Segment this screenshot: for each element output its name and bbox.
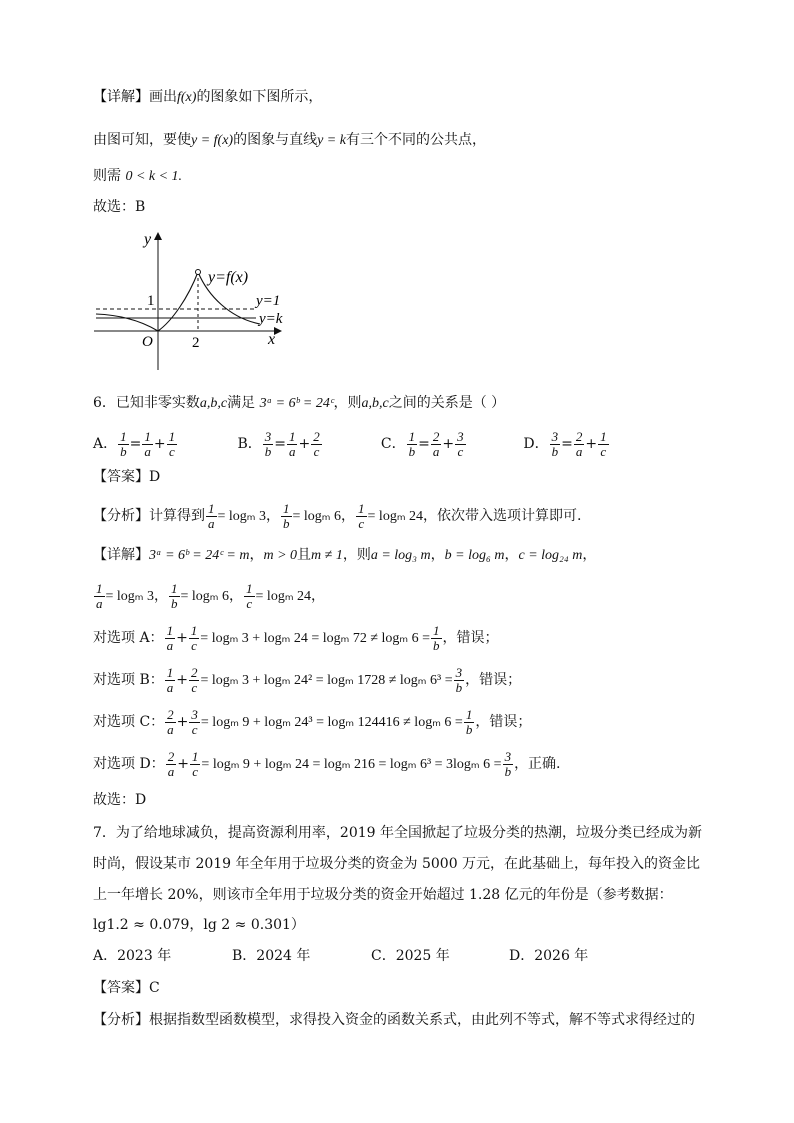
expr: = logₘ 6 [180, 589, 230, 604]
tick-1: 1 [147, 293, 155, 309]
q7-option-c[interactable]: C．2025 年 [371, 948, 450, 964]
option-label: C． [380, 436, 406, 452]
detail-text: 的图象如下图所示， [196, 89, 323, 105]
text: ，则 [333, 395, 362, 411]
curve-left [96, 314, 158, 331]
text: 6．已知非零实数 [93, 395, 200, 411]
expr: m ≠ 1 [311, 548, 343, 563]
text: ，错误； [442, 630, 499, 646]
expr: = logₘ 3 + logₘ 24 = logₘ 72 ≠ logₘ 6 = [200, 631, 431, 646]
expr: = logₘ 3 + logₘ 24² = logₘ 1728 ≠ logₘ 6³ = [200, 673, 453, 688]
q6-option-d[interactable]: D． $\frac{3}{b}$ = $\frac{2}{a}$ + $\frac{1}{c}$ [523, 428, 607, 459]
answer-tag: 【答案】 [93, 980, 149, 996]
expr: 3ᵃ = 6ᵇ = 24ᶜ = m [149, 548, 250, 563]
expr: y = k [317, 133, 346, 148]
num: 1 [600, 428, 607, 444]
text: 则需 [93, 168, 121, 184]
expr: = logₘ 6 [292, 509, 342, 524]
detail-tag: 【详解】 [93, 89, 149, 105]
q6-option-a[interactable]: A． $\frac{1}{b}$ = $\frac{1}{a}$ + $\frac{1}{c}$ [93, 428, 176, 459]
num: 3 [457, 428, 464, 444]
text: ，则 [342, 547, 371, 563]
den: b [264, 443, 272, 459]
text: 由图可知，要使 [93, 132, 191, 148]
analysis-tag: 【分析】 [93, 508, 149, 524]
den: b [120, 443, 127, 459]
q7-option-d[interactable]: D．2026 年 [509, 948, 589, 964]
num: 1 [168, 428, 176, 444]
analysis-tag: 【分析】 [93, 1012, 149, 1028]
expr: a,b,c [199, 396, 228, 411]
peak-point [196, 270, 201, 275]
text: 有三个不同的公共点， [345, 132, 486, 148]
q6-stem [93, 393, 505, 414]
answer-value: C [149, 980, 160, 996]
expr: = logₘ 24 [255, 589, 312, 604]
option-label: D． [523, 436, 549, 452]
expr: = logₘ 9 + logₘ 24 = logₘ 216 = logₘ 6³ = 3logₘ 6 = [201, 757, 502, 772]
q6-analysis: 【分析】计算得到 $\frac{1}{a}$ = logₘ 3， $\frac{1}{b}$ = logₘ 6， $\frac{1}{c}$ = logₘ 24，依次带入选项计算即可. [93, 500, 582, 531]
origin-label: O [142, 334, 153, 350]
den: a [432, 443, 440, 459]
den: c [168, 443, 175, 459]
line1-label: y=1 [256, 293, 281, 309]
q6-check-d: 对选项 D： $\frac{2}{a}$ + $\frac{1}{c}$ = logₘ 9 + logₘ 24 = logₘ 216 = logₘ 6³ = 3logₘ 6 = $\frac{3}{b}$ ，正确. [93, 748, 561, 779]
num: 2 [575, 428, 583, 444]
detail-tag: 【详解】 [93, 547, 149, 563]
text: 根据指数型函数模型，求得投入资金的函数关系式，由此列不等式，解不等式求得经过的 [149, 1012, 695, 1028]
text: ，依次带入选项计算即可. [423, 508, 582, 524]
expr: 3ᵃ = 6ᵇ = 24ᶜ [259, 396, 334, 411]
expr: a = log₃ m [370, 548, 431, 563]
expr: = logₘ 9 + logₘ 24³ = logₘ 124416 ≠ logₘ 6 = [200, 715, 463, 730]
num: 1 [288, 428, 296, 444]
expr: 0 < k < 1. [125, 169, 183, 184]
den: b [408, 443, 416, 459]
y-axis-label: y [144, 231, 152, 248]
fx-expr: f(x) [177, 90, 197, 105]
num: 3 [551, 428, 559, 444]
q6-option-c[interactable]: C． $\frac{1}{b}$ = $\frac{2}{a}$ + $\frac{3}{c}$ [380, 428, 464, 459]
den: b [551, 443, 559, 459]
q6-option-b[interactable]: B． $\frac{3}{b}$ = $\frac{1}{a}$ + $\frac{2}{c}$ [237, 428, 320, 459]
q6-answer-line: 故选：D [93, 792, 147, 808]
text: 且 [297, 547, 312, 563]
curve-mid [158, 272, 198, 331]
x-axis-label: x [268, 331, 276, 348]
text: ，错误； [475, 714, 532, 730]
q7-ref: lg1.2 ≈ 0.079，lg 2 ≈ 0.301） [93, 917, 305, 933]
explanation-line [93, 130, 486, 151]
expr: = logₘ 24 [367, 509, 424, 524]
q7-analysis [93, 1010, 695, 1030]
q6-check-a: 对选项 A： $\frac{1}{a}$ + $\frac{1}{c}$ = logₘ 3 + logₘ 24 = logₘ 72 ≠ logₘ 6 = $\frac{1}{b}$ ，错误； [93, 622, 499, 653]
expr: b = log₆ m [444, 548, 505, 563]
num: 2 [432, 428, 440, 444]
expr: m > 0 [263, 548, 298, 563]
answer-tag: 【答案】 [93, 469, 149, 485]
expr: y = f(x) [191, 133, 234, 148]
q6-check-b: 对选项 B： $\frac{1}{a}$ + $\frac{2}{c}$ = logₘ 3 + logₘ 24² = logₘ 1728 ≠ logₘ 6³ = $\frac{3}{b}$ ，错误； [93, 664, 522, 695]
num: 1 [408, 428, 416, 444]
den: a [288, 443, 296, 459]
function-graph [90, 228, 300, 373]
den: c [313, 443, 320, 459]
check-label: 对选项 B： [93, 672, 164, 688]
condition-line [93, 166, 182, 187]
den: a [575, 443, 583, 459]
num: 3 [264, 428, 272, 444]
den: a [144, 443, 151, 459]
q7-option-b[interactable]: B．2024 年 [232, 948, 311, 964]
q7-stem: 7．为了给地球减负，提高资源利用率，2019 年全国掀起了垃圾分类的热潮，垃圾分类已经成为新时尚，假设某市 2019 年全年用于垃圾分类的资金为 5000 万元，在此基础上，每年投入的资金比上一年增长 20%，则该市全年用于垃圾分类的资金开始超过 1.28 亿元的年份是（参考数据： [93, 825, 702, 903]
num: 1 [120, 428, 127, 444]
q7-options [93, 946, 588, 966]
detail-line [93, 87, 322, 108]
check-label: 对选项 D： [93, 756, 165, 772]
den: c [457, 443, 464, 459]
option-label: A． [93, 436, 118, 452]
text: ，正确. [514, 756, 561, 772]
text: ， [249, 547, 264, 563]
expr: = logₘ 3 [217, 509, 267, 524]
check-label: 对选项 C： [93, 714, 165, 730]
detail-text: 画出 [149, 89, 177, 105]
linek-label: y=k [259, 311, 283, 327]
q6-answer [93, 467, 160, 487]
text: 满足 [227, 395, 256, 411]
expr: c = log₂₄ m [518, 548, 583, 563]
num: 2 [313, 428, 320, 444]
expr: = logₘ 3 [105, 589, 155, 604]
den: c [600, 443, 607, 459]
q6-options [93, 426, 610, 462]
num: 1 [144, 428, 151, 444]
text: 计算得到 [149, 508, 205, 524]
text: 的图象与直线 [233, 132, 318, 148]
text: ，错误； [465, 672, 522, 688]
q7-answer [93, 978, 160, 998]
q6-reciprocals: $\frac{1}{a}$ = logₘ 3， $\frac{1}{b}$ = logₘ 6， $\frac{1}{c}$ = logₘ 24， [96, 580, 326, 611]
q6-check-c: 对选项 C： $\frac{2}{a}$ + $\frac{3}{c}$ = logₘ 9 + logₘ 24³ = logₘ 124416 ≠ logₘ 6 = $\frac{1}{b}$ ，错误； [93, 706, 532, 737]
answer-line: 故选：B [93, 199, 146, 215]
curve-label: y=f(x) [208, 269, 249, 286]
option-label: B． [237, 436, 262, 452]
expr: a,b,c [361, 396, 389, 411]
tick-2: 2 [192, 335, 200, 351]
q6-detail: 【详解】3ᵃ = 6ᵇ = 24ᶜ = m，m > 0且m ≠ 1，则a = log₃ m，b = log₆ m，c = log₂₄ m， [93, 547, 597, 563]
answer-value: D [149, 469, 161, 485]
q7-option-a[interactable]: A．2023 年 [93, 948, 172, 964]
text: 之间的关系是（ ） [388, 395, 506, 411]
check-label: 对选项 A： [93, 630, 164, 646]
